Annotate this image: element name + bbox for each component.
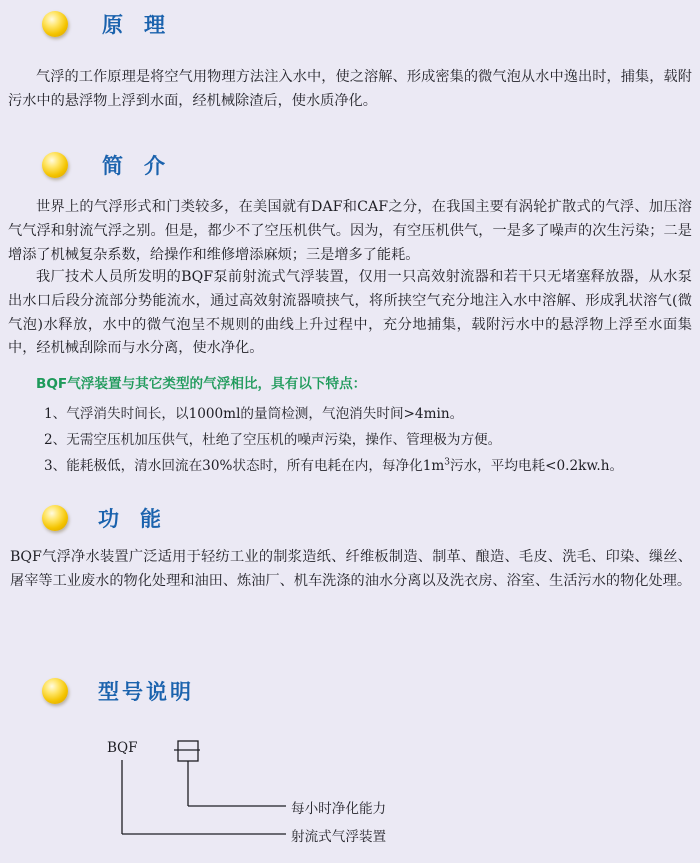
feature-3-text-a: 3、能耗极低，清水回流在30%状态时，所有电耗在内，每净化1m: [44, 458, 445, 474]
features-title: BQF气浮装置与其它类型的气浮相比，具有以下特点：: [36, 376, 367, 392]
feature-3-text-b: 污水，平均电耗<0.2kw.h。: [449, 458, 624, 474]
intro-title: 简 介: [102, 154, 165, 178]
model-placeholder-box: [178, 741, 198, 761]
function-title: 功 能: [98, 507, 161, 531]
intro-paragraph-1: 世界上的气浮形式和门类较多，在美国就有DAF和CAF之分，在我国主要有涡轮扩散式的气浮、加压溶气气浮和射流气浮之别。但是，都少不了空压机供气。因为，有空压机供气，一是多了噪声的次生污染；二是增添了机械复杂系数，给操作和维修增添麻烦；三是增多了能耗。: [8, 199, 692, 263]
feature-item-1: 1、气浮消失时间长，以1000ml的量筒检测，气泡消失时间>4min。: [44, 406, 464, 422]
function-text: BQF气浮净水装置广泛适用于轻纺工业的制浆造纸、纤维板制造、制革、酿造、毛皮、洗毛、印染、缫丝、屠宰等工业废水的物化处理和油田、炼油厂、机车洗涤的油水分离以及洗衣房、浴室、生活污水的物化处理。: [10, 549, 692, 589]
principle-text: 气浮的工作原理是将空气用物理方法注入水中，使之溶解、形成密集的微气泡从水中逸出时，捕集，载附污水中的悬浮物上浮到水面，经机械除渣后，使水质净化。: [8, 69, 692, 109]
feature-item-2: 2、无需空压机加压供气，杜绝了空压机的噪声污染，操作、管理极为方便。: [44, 432, 502, 448]
model-label-type: 射流式气浮装置: [291, 829, 387, 845]
model-code: BQF: [107, 740, 138, 756]
intro-paragraph-2: 我厂技术人员所发明的BQF泵前射流式气浮装置，仅用一只高效射流器和若干只无堵塞释放器，从水泵出水口后段分流部分势能流水，通过高效射流器喷挟气，将所挟空气充分地注入水中溶解、形成乳状溶气(微气泡)水释放，水中的微气泡呈不规则的曲线上升过程中，充分地捕集，载附污水中的悬浮物上浮至水面集中，经机械刮除而与水分离，使水净化。: [8, 269, 692, 357]
feature-3-superscript: 3: [444, 457, 450, 468]
model-title: 型号说明: [98, 680, 194, 704]
principle-title: 原 理: [102, 13, 165, 37]
model-label-capacity: 每小时净化能力: [291, 801, 387, 817]
